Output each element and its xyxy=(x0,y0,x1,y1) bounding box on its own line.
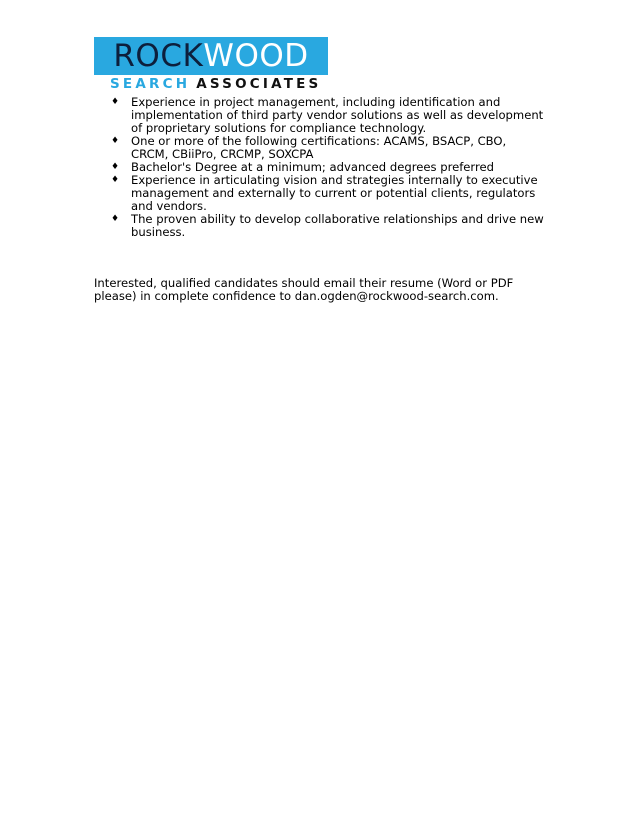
closing-paragraph: Interested, qualified candidates should email their resume (Word or PDF please) in complete confidence to dan.ogden@rockwood-search.com. xyxy=(94,276,514,303)
logo-tagline-search: SEARCH xyxy=(110,75,191,92)
logo-tagline-associates: ASSOCIATES xyxy=(196,75,322,92)
requirement-item xyxy=(107,174,547,213)
diamond-bullet-icon: ♦ xyxy=(111,214,120,224)
requirement-text: Experience in articulating vision and strategies internally to executive management and externally to current or potential clients, regulators and vendors. xyxy=(131,173,538,213)
logo-word-wood: WOOD xyxy=(203,38,309,74)
requirement-text: The proven ability to develop collaborative relationships and drive new business. xyxy=(131,212,544,239)
requirement-text: Experience in project management, including identification and implementation of third party vendor solutions as well as development of proprietary solutions for compliance technology. xyxy=(131,95,544,135)
diamond-bullet-icon: ♦ xyxy=(111,97,120,107)
requirement-item xyxy=(107,213,547,239)
requirements-list xyxy=(107,96,547,239)
requirement-text: One or more of the following certifications: ACAMS, BSACP, CBO, CRCM, CBiiPro, CRCMP, SOXCPA xyxy=(131,134,507,161)
diamond-bullet-icon: ♦ xyxy=(111,175,120,185)
logo-word-rock: ROCK xyxy=(113,38,204,74)
company-logo xyxy=(94,37,328,92)
requirement-item xyxy=(107,96,547,135)
logo-wordmark xyxy=(94,37,328,75)
requirement-item xyxy=(107,135,547,161)
diamond-bullet-icon: ♦ xyxy=(111,162,120,172)
logo-tagline xyxy=(94,75,328,92)
diamond-bullet-icon: ♦ xyxy=(111,136,120,146)
requirement-text: Bachelor's Degree at a minimum; advanced degrees preferred xyxy=(131,160,494,174)
